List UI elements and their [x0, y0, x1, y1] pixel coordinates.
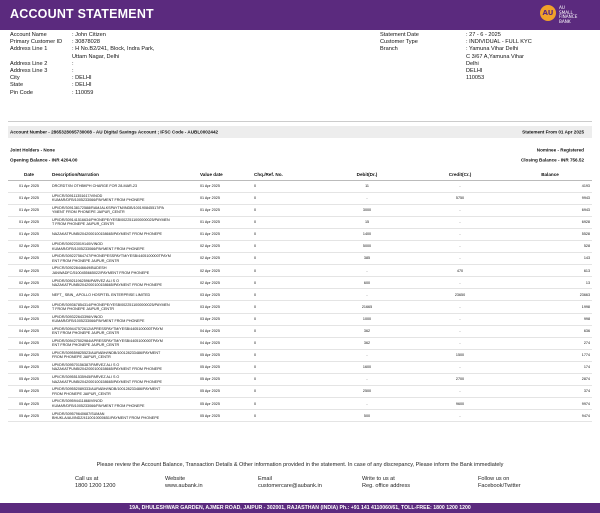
- txn-value-date: 03 Apr 2025: [198, 313, 252, 325]
- txn-credit: -: [412, 216, 508, 228]
- customer-value: : DELHI: [72, 75, 92, 82]
- txn-description: UPI/DR/309223019140/VINOD KUMAR/DFB/1005233066/PAYMENT FROM PHONEPE: [50, 240, 198, 252]
- txn-description: UPI/DR/309579640687/SUMAN BHUKLA/AU/INDZ/4110010000651/PAYMENT FROM PHONEPE: [50, 410, 198, 422]
- txn-credit: -: [412, 313, 508, 325]
- txn-ref-no: 0: [252, 192, 322, 204]
- table-row: [8, 180, 592, 192]
- transactions-table: [8, 170, 592, 422]
- txn-description: UPI/CR/309111351617/VINOD KUMAR/DFB/1005233066/PAYMENT FROM PHONEPE: [50, 192, 198, 204]
- txn-description: UPI/CR/309559825523/AURABH/INDB/100128233486/PAYMENT FROM PHONEPE JAIPUR_CENTR: [50, 349, 198, 361]
- txn-description: UPI/DR/309138172588/RAMJALKSPAYTM/INDB/100190845517/PA YMENT FROM PHONEPE JAIPUR_CENTR: [50, 204, 198, 216]
- txn-balance: 9974: [508, 398, 592, 410]
- txn-description: UPI/DR/309141516634/PHONEPE/YESB/0022511000000025/PAYMEN T FROM PHONEPE JAIPUR_CENTR: [50, 216, 198, 228]
- txn-description: UPI/DR/309427502984/APRESSPAYTM/YESB/4405100000TPAYM ENT FROM PHONEPE JAIPUR_CENTR: [50, 337, 198, 349]
- table-row: [8, 313, 592, 325]
- txn-value-date: 05 Apr 2025: [198, 398, 252, 410]
- txn-credit: 9600: [412, 398, 508, 410]
- customer-row: [10, 32, 154, 39]
- contact-follow[interactable]: Follow us on Facebook/Twitter: [478, 476, 521, 489]
- txn-date: 03 Apr 2025: [8, 313, 50, 325]
- contact-write: Write to us at Reg. office address: [362, 476, 411, 489]
- txn-date: 01 Apr 2025: [8, 180, 50, 192]
- txn-balance: 274: [508, 337, 592, 349]
- customer-value: : 110059: [72, 89, 94, 96]
- txn-debit: 1000: [322, 313, 412, 325]
- customer-row: [10, 61, 154, 68]
- txn-date: 03 Apr 2025: [8, 301, 50, 313]
- txn-date: 02 Apr 2025: [8, 277, 50, 289]
- logo-text: AU SMALL FINANCE BANK: [559, 5, 578, 24]
- txn-date: 01 Apr 2025: [8, 228, 50, 240]
- txn-credit: -: [412, 253, 508, 265]
- customer-value: Uttam Nagar, Delhi: [72, 53, 120, 60]
- txn-ref-no: 0: [252, 228, 322, 240]
- txn-ref-no: 0: [252, 361, 322, 373]
- joint-holders: Joint Holders - None: [10, 147, 55, 152]
- customer-label: Primary Customer ID: [10, 39, 63, 46]
- nominee: Nominee - Registered: [536, 147, 584, 152]
- account-number-label: Account Number - 2865328065730008 - AU Digital Savings Account ; IFSC Code - AUBL0002442: [10, 129, 219, 135]
- txn-debit: 11: [322, 180, 412, 192]
- txn-balance: 374: [508, 386, 592, 398]
- txn-date: 04 Apr 2025: [8, 325, 50, 337]
- statement-row: [380, 54, 532, 61]
- txn-value-date: 02 Apr 2025: [198, 265, 252, 277]
- statement-value: : INDIVIDUAL - FULL KYC: [466, 39, 532, 46]
- balance-band: [8, 155, 592, 164]
- col-ref-no: Chq./Ref. No.: [252, 170, 322, 180]
- txn-balance: 9474: [508, 410, 592, 422]
- txn-balance: 998: [508, 313, 592, 325]
- col-debit: Debit(Dr.): [322, 170, 412, 180]
- txn-date: 05 Apr 2025: [8, 386, 50, 398]
- txn-date: 02 Apr 2025: [8, 253, 50, 265]
- txn-description: UPI/DR/309227564747/PHONEPESSPAYTM/YESB/4405100000TPAYM ENT FROM PHONEPE JAIPUR_CENTR: [50, 253, 198, 265]
- txn-date: 05 Apr 2025: [8, 410, 50, 422]
- txn-value-date: 01 Apr 2025: [198, 180, 252, 192]
- table-row: [8, 228, 592, 240]
- table-row: [8, 265, 592, 277]
- txn-description: UPI/CR/309594411868/VINOD KUMAR/DFB/1005233066/PAYMENT FROM PHONEPE: [50, 398, 198, 410]
- page-title: ACCOUNT STATEMENT: [10, 7, 154, 21]
- txn-debit: -: [322, 398, 412, 410]
- txn-value-date: 01 Apr 2025: [198, 228, 252, 240]
- txn-ref-no: 0: [252, 204, 322, 216]
- customer-label: Address Line 3: [10, 68, 48, 75]
- txn-credit: 1500: [412, 349, 508, 361]
- customer-row: [10, 68, 154, 75]
- table-row: [8, 289, 592, 301]
- txn-debit: 1400: [322, 228, 412, 240]
- table-row: [8, 240, 592, 252]
- txn-debit: 3000: [322, 204, 412, 216]
- col-credit: Credit(Cr.): [412, 170, 508, 180]
- txn-value-date: 04 Apr 2025: [198, 325, 252, 337]
- txn-ref-no: 0: [252, 289, 322, 301]
- txn-credit: -: [412, 301, 508, 313]
- txn-date: 02 Apr 2025: [8, 265, 50, 277]
- txn-ref-no: 0: [252, 180, 322, 192]
- holders-band: [8, 145, 592, 154]
- table-header-row: [8, 170, 592, 180]
- txn-value-date: 01 Apr 2025: [198, 192, 252, 204]
- txn-balance: 23663: [508, 289, 592, 301]
- txn-debit: 500: [322, 410, 412, 422]
- txn-balance: 636: [508, 325, 592, 337]
- txn-credit: -: [412, 337, 508, 349]
- txn-debit: -: [322, 192, 412, 204]
- txn-description: UPI/CR/309228446649/BUDESH JANWADFC/5100455665022/PAYMENT FROM PHONEPE: [50, 265, 198, 277]
- statement-row: [380, 75, 532, 82]
- txn-balance: 613: [508, 265, 592, 277]
- txn-value-date: 02 Apr 2025: [198, 277, 252, 289]
- txn-debit: 362: [322, 325, 412, 337]
- txn-balance: 1774: [508, 349, 592, 361]
- txn-date: 03 Apr 2025: [8, 289, 50, 301]
- statement-label: Branch: [380, 46, 398, 53]
- customer-value: : John Citizen: [72, 32, 106, 38]
- txn-date: 02 Apr 2025: [8, 240, 50, 252]
- txn-description: UPI/DR/309447572612/APRESSPAYTM/YESB/4405100000TPAYM ENT FROM PHONEPE JAIPUR_CENTR: [50, 325, 198, 337]
- txn-description: UPI/DR/309552089333/AURABH/INDB/100128233486/PAYMENT FROM PHONEPE JAIPUR_CENTR: [50, 386, 198, 398]
- txn-value-date: 05 Apr 2025: [198, 410, 252, 422]
- txn-debit: 15: [322, 216, 412, 228]
- txn-debit: 21665: [322, 301, 412, 313]
- txn-ref-no: 0: [252, 374, 322, 386]
- txn-debit: 385: [322, 253, 412, 265]
- statement-value: C 3/67 A,Yamuna Vihar: [466, 53, 524, 60]
- txn-balance: 6928: [508, 216, 592, 228]
- txn-ref-no: 0: [252, 386, 322, 398]
- customer-row: [10, 82, 154, 89]
- statement-value: Delhi: [466, 60, 479, 67]
- table-row: [8, 410, 592, 422]
- txn-credit: -: [412, 277, 508, 289]
- contact-strip: [0, 476, 600, 500]
- statement-label: Customer Type: [380, 39, 418, 46]
- customer-label: Pin Code: [10, 89, 34, 96]
- txn-credit: -: [412, 204, 508, 216]
- txn-balance: 13: [508, 277, 592, 289]
- txn-credit: -: [412, 325, 508, 337]
- customer-value: : DELHI: [72, 82, 92, 89]
- txn-credit: -: [412, 386, 508, 398]
- customer-value: : H No.B2/241, Block, Indra Park,: [72, 46, 155, 53]
- txn-description: UPI/DR/309322643396/VINOD KUMAR/DFB/1005233066/PAYMENT FROM PHONEPE: [50, 313, 198, 325]
- statement-details: [380, 32, 532, 82]
- txn-debit: 2500: [322, 386, 412, 398]
- customer-value: :: [72, 68, 74, 75]
- col-value-date: Value date: [198, 170, 252, 180]
- opening-balance: Opening Balance - INR 4204.00: [10, 157, 78, 162]
- divider: [8, 121, 592, 122]
- table-row: [8, 301, 592, 313]
- statement-label: [380, 75, 466, 82]
- txn-value-date: 05 Apr 2025: [198, 349, 252, 361]
- txn-ref-no: 0: [252, 277, 322, 289]
- txn-balance: 5528: [508, 228, 592, 240]
- txn-ref-no: 0: [252, 337, 322, 349]
- txn-balance: 2874: [508, 374, 592, 386]
- txn-description: UPI/DR/309570156387/PARVEZ ALI S O NAZAKATPUNB/2042000100158665/PAYMENT FROM PHONEPE: [50, 361, 198, 373]
- table-row: [8, 374, 592, 386]
- txn-credit: 2700: [412, 374, 508, 386]
- txn-value-date: 05 Apr 2025: [198, 374, 252, 386]
- txn-description: DRCRDTXN OTHBKPH CHARGE FOR 28-MAR-23: [50, 180, 198, 192]
- customer-label: State: [10, 82, 24, 89]
- statement-row: [380, 39, 532, 46]
- table-row: [8, 192, 592, 204]
- col-balance: Balance: [508, 170, 592, 180]
- txn-debit: 600: [322, 277, 412, 289]
- table-row: [8, 361, 592, 373]
- statement-row: [380, 32, 532, 39]
- txn-credit: -: [412, 361, 508, 373]
- col-description: Description/Narration: [50, 170, 198, 180]
- txn-date: 01 Apr 2025: [8, 216, 50, 228]
- table-row: [8, 253, 592, 265]
- customer-row: [10, 90, 154, 97]
- closing-balance: Closing Balance - INR 756.52: [520, 157, 584, 162]
- table-row: [8, 386, 592, 398]
- bank-address-footer: 19A, DHULESHWAR GARDEN, AJMER ROAD, JAIPUR - 302001, RAJASTHAN (INDIA) Ph.: +91 141 4110060/61, TOLL-FREE: 1800 1200 1200: [0, 503, 600, 513]
- table-row: [8, 277, 592, 289]
- table-row: [8, 349, 592, 361]
- txn-ref-no: 0: [252, 349, 322, 361]
- customer-label: [10, 54, 72, 61]
- txn-credit: 470: [412, 265, 508, 277]
- txn-date: 05 Apr 2025: [8, 349, 50, 361]
- txn-debit: -: [322, 374, 412, 386]
- statement-row: [380, 68, 532, 75]
- txn-credit: -: [412, 240, 508, 252]
- txn-ref-no: 0: [252, 410, 322, 422]
- txn-description: NEFT_ SBIN_ APOLLO HOSPITEL ENTERPRISE LIMITED: [50, 289, 198, 301]
- customer-details: [10, 32, 154, 97]
- customer-label: City: [10, 75, 20, 82]
- txn-ref-no: 0: [252, 253, 322, 265]
- txn-description: UPI/CR/309551535945/PARVEZ ALI S O NAZAKATPUNB/2042000100158665/PAYMENT FROM PHONEPE: [50, 374, 198, 386]
- statement-label: Statement Date: [380, 32, 419, 38]
- txn-ref-no: 0: [252, 301, 322, 313]
- txn-description: NAZAKATPUNB/2042000100158665/PAYMENT FROM PHONEPE: [50, 228, 198, 240]
- txn-debit: -: [322, 265, 412, 277]
- txn-ref-no: 0: [252, 216, 322, 228]
- txn-value-date: 04 Apr 2025: [198, 337, 252, 349]
- txn-credit: -: [412, 180, 508, 192]
- txn-date: 01 Apr 2025: [8, 204, 50, 216]
- txn-value-date: 03 Apr 2025: [198, 301, 252, 313]
- txn-ref-no: 0: [252, 313, 322, 325]
- txn-description: UPI/DR/309367854314/PHONEPE/YESB/0022511000000025/PAYMEN T FROM PHONEPE JAIPUR_CENTR: [50, 301, 198, 313]
- customer-row: [10, 54, 154, 61]
- txn-debit: 1600: [322, 361, 412, 373]
- logo-mark: AU: [540, 5, 556, 21]
- txn-date: 05 Apr 2025: [8, 398, 50, 410]
- txn-value-date: 02 Apr 2025: [198, 253, 252, 265]
- txn-credit: 23650: [412, 289, 508, 301]
- txn-date: 05 Apr 2025: [8, 361, 50, 373]
- txn-value-date: 05 Apr 2025: [198, 361, 252, 373]
- txn-ref-no: 0: [252, 325, 322, 337]
- txn-value-date: 05 Apr 2025: [198, 386, 252, 398]
- statement-label: [380, 61, 466, 68]
- bank-logo: [540, 3, 598, 27]
- statement-label: [380, 54, 466, 61]
- discrepancy-notice: Please review the Account Balance, Transaction Details & Other information provided in the statement. In case of any discrepancy, Please inform the Bank immediately: [96, 462, 504, 468]
- txn-ref-no: 0: [252, 265, 322, 277]
- statement-row: [380, 46, 532, 53]
- txn-date: 01 Apr 2025: [8, 192, 50, 204]
- txn-date: 05 Apr 2025: [8, 374, 50, 386]
- account-band-cover: [8, 126, 592, 138]
- txn-credit: -: [412, 228, 508, 240]
- txn-date: 04 Apr 2025: [8, 337, 50, 349]
- col-date: Date: [8, 170, 50, 180]
- txn-debit: -: [322, 349, 412, 361]
- statement-period-label: Statement From 01 Apr 2025: [522, 129, 584, 135]
- customer-label: Account Name: [10, 32, 47, 38]
- txn-credit: -: [412, 410, 508, 422]
- txn-balance: 4193: [508, 180, 592, 192]
- txn-ref-no: 0: [252, 398, 322, 410]
- txn-debit: 5000: [322, 240, 412, 252]
- customer-label: Address Line 1: [10, 46, 48, 53]
- txn-value-date: 01 Apr 2025: [198, 204, 252, 216]
- txn-balance: 143: [508, 253, 592, 265]
- table-row: [8, 216, 592, 228]
- txn-balance: 1998: [508, 301, 592, 313]
- statement-header: [0, 0, 600, 30]
- txn-credit: 5750: [412, 192, 508, 204]
- txn-ref-no: 0: [252, 240, 322, 252]
- txn-balance: 174: [508, 361, 592, 373]
- table-row: [8, 398, 592, 410]
- txn-balance: 6943: [508, 204, 592, 216]
- customer-row: [10, 75, 154, 82]
- table-row: [8, 325, 592, 337]
- txn-balance: 9943: [508, 192, 592, 204]
- table-row: [8, 337, 592, 349]
- statement-row: [380, 61, 532, 68]
- customer-value: : 30878028: [72, 39, 100, 46]
- statement-value: : 27 - 6 - 2025: [466, 32, 501, 38]
- txn-description: UPI/DR/309211962596/PARVEZ ALI S O NAZAKATPUNB/2042000100158665/PAYMENT FROM PHONEPE: [50, 277, 198, 289]
- contact-email[interactable]: Email customercare@aubank.in: [258, 476, 322, 489]
- statement-label: [380, 68, 466, 75]
- statement-value: DELHI: [466, 68, 483, 75]
- statement-value: : Yamuna Vihar Delhi: [466, 46, 519, 53]
- customer-value: :: [72, 60, 74, 67]
- customer-row: [10, 46, 154, 53]
- txn-value-date: 01 Apr 2025: [198, 216, 252, 228]
- contact-call: Call us at 1800 1200 1200: [75, 476, 116, 489]
- customer-label: Address Line 2: [10, 60, 48, 67]
- txn-debit: -: [322, 289, 412, 301]
- txn-value-date: 02 Apr 2025: [198, 240, 252, 252]
- txn-value-date: 03 Apr 2025: [198, 289, 252, 301]
- contact-website[interactable]: Website www.aubank.in: [165, 476, 203, 489]
- customer-row: [10, 39, 154, 46]
- txn-balance: 528: [508, 240, 592, 252]
- table-row: [8, 204, 592, 216]
- statement-value: 110053: [466, 75, 485, 82]
- txn-debit: 362: [322, 337, 412, 349]
